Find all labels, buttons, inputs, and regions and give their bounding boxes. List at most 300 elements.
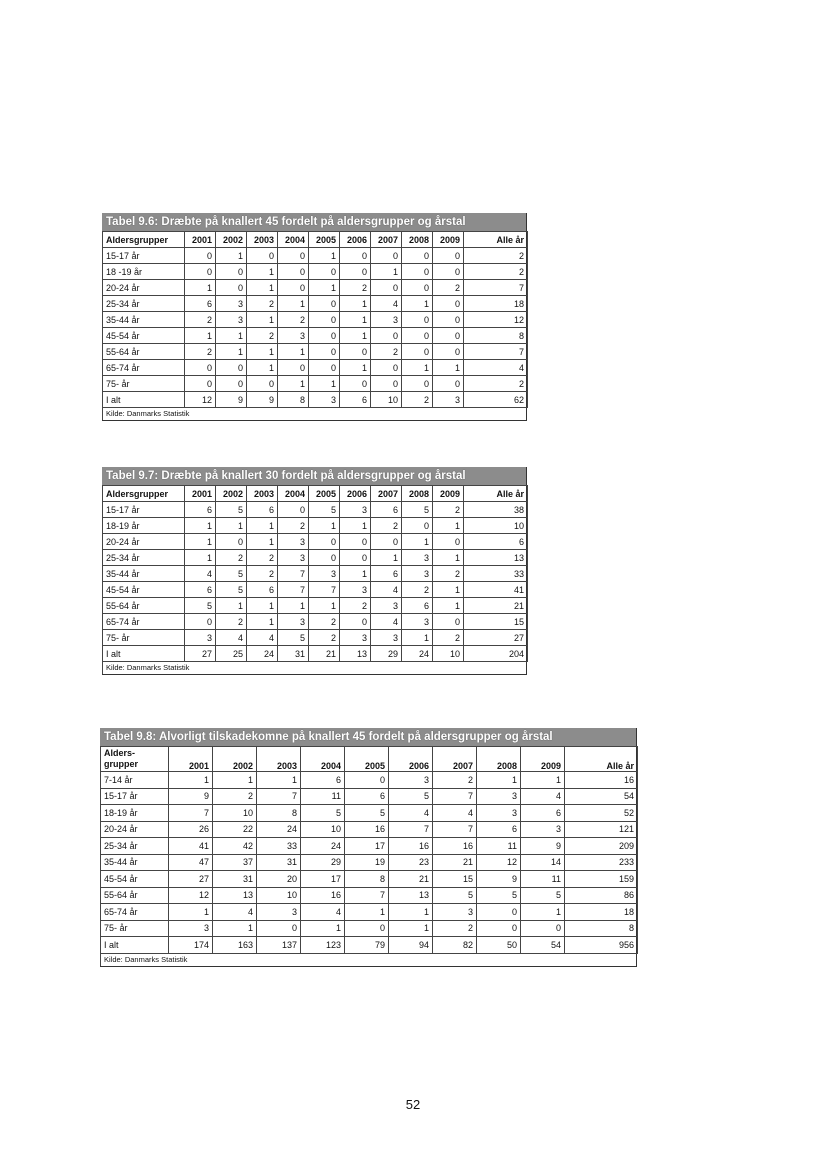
table-cell: 2 bbox=[371, 344, 402, 360]
table-cell: 3 bbox=[433, 904, 477, 921]
table-cell: 1 bbox=[247, 360, 278, 376]
row-label: 45-54 år bbox=[103, 328, 185, 344]
table-cell: 3 bbox=[477, 788, 521, 805]
table-cell: 1 bbox=[278, 598, 309, 614]
table-cell: 1 bbox=[309, 376, 340, 392]
table-cell: 7 bbox=[389, 821, 433, 838]
table-cell: 18 bbox=[464, 296, 528, 312]
table-cell: 8 bbox=[345, 871, 389, 888]
table-cell: 1 bbox=[345, 904, 389, 921]
table-cell: 121 bbox=[565, 821, 638, 838]
table-row bbox=[101, 937, 638, 954]
table-cell: 23 bbox=[389, 854, 433, 871]
table-cell: 5 bbox=[216, 566, 247, 582]
table-cell: 31 bbox=[213, 871, 257, 888]
table-source: Kilde: Danmarks Statistik bbox=[102, 408, 526, 420]
table-cell: 1 bbox=[340, 518, 371, 534]
table-cell: 16 bbox=[433, 838, 477, 855]
table-cell: 1 bbox=[402, 360, 433, 376]
table-cell: 1 bbox=[247, 280, 278, 296]
table-cell: 4 bbox=[213, 904, 257, 921]
table-cell: 2 bbox=[247, 328, 278, 344]
table-cell: 0 bbox=[402, 376, 433, 392]
table-cell: 13 bbox=[340, 646, 371, 662]
table-cell: 54 bbox=[565, 788, 638, 805]
row-label: I alt bbox=[103, 392, 185, 408]
table-cell: 1 bbox=[278, 344, 309, 360]
table-cell: 956 bbox=[565, 937, 638, 954]
table-cell: 0 bbox=[309, 296, 340, 312]
table-cell: 7 bbox=[169, 805, 213, 822]
column-header: 2009 bbox=[521, 747, 565, 772]
table-cell: 2 bbox=[309, 630, 340, 646]
table-cell: 9 bbox=[169, 788, 213, 805]
table-cell: 7 bbox=[345, 887, 389, 904]
table-row bbox=[103, 312, 528, 328]
table-row bbox=[103, 344, 528, 360]
column-header: 2006 bbox=[340, 486, 371, 502]
table-cell: 6 bbox=[521, 805, 565, 822]
row-label: 45-54 år bbox=[101, 871, 169, 888]
table-cell: 15 bbox=[433, 871, 477, 888]
table-row bbox=[103, 392, 528, 408]
table-cell: 33 bbox=[257, 838, 301, 855]
table-cell: 52 bbox=[565, 805, 638, 822]
table-cell: 2 bbox=[433, 280, 464, 296]
column-header: 2008 bbox=[477, 747, 521, 772]
table-cell: 3 bbox=[521, 821, 565, 838]
table-cell: 3 bbox=[371, 312, 402, 328]
row-label: I alt bbox=[103, 646, 185, 662]
table-cell: 3 bbox=[185, 630, 216, 646]
table-cell: 38 bbox=[464, 502, 528, 518]
table-cell: 1 bbox=[216, 518, 247, 534]
table-cell: 0 bbox=[309, 550, 340, 566]
table-cell: 0 bbox=[340, 344, 371, 360]
table-cell: 0 bbox=[216, 534, 247, 550]
table-cell: 1 bbox=[340, 312, 371, 328]
table-row bbox=[103, 598, 528, 614]
column-header: 2008 bbox=[402, 486, 433, 502]
table-cell: 1 bbox=[309, 598, 340, 614]
table-cell: 2 bbox=[371, 518, 402, 534]
table-cell: 29 bbox=[301, 854, 345, 871]
row-label: 55-64 år bbox=[101, 887, 169, 904]
table-cell: 0 bbox=[185, 376, 216, 392]
table-cell: 2 bbox=[402, 582, 433, 598]
table-cell: 6 bbox=[247, 502, 278, 518]
column-header: 2007 bbox=[433, 747, 477, 772]
column-header: 2006 bbox=[340, 232, 371, 248]
table-cell: 21 bbox=[309, 646, 340, 662]
table-cell: 21 bbox=[433, 854, 477, 871]
table-cell: 10 bbox=[213, 805, 257, 822]
table-cell: 1 bbox=[371, 264, 402, 280]
table-cell: 3 bbox=[340, 502, 371, 518]
table-cell: 42 bbox=[213, 838, 257, 855]
table-cell: 0 bbox=[340, 614, 371, 630]
table-9-7 bbox=[102, 467, 527, 675]
table-cell: 2 bbox=[278, 312, 309, 328]
table-cell: 0 bbox=[278, 280, 309, 296]
table-row bbox=[103, 518, 528, 534]
table-cell: 86 bbox=[565, 887, 638, 904]
table-cell: 2 bbox=[247, 296, 278, 312]
table-row bbox=[103, 280, 528, 296]
column-header: 2002 bbox=[213, 747, 257, 772]
table-cell: 5 bbox=[278, 630, 309, 646]
table-cell: 1 bbox=[257, 772, 301, 789]
table-row bbox=[103, 550, 528, 566]
row-label: 18-19 år bbox=[103, 518, 185, 534]
table-cell: 5 bbox=[433, 887, 477, 904]
table-cell: 3 bbox=[402, 614, 433, 630]
table-cell: 0 bbox=[247, 376, 278, 392]
table-cell: 1 bbox=[433, 550, 464, 566]
table-cell: 24 bbox=[247, 646, 278, 662]
table-cell: 1 bbox=[247, 614, 278, 630]
table-cell: 4 bbox=[389, 805, 433, 822]
table-cell: 7 bbox=[278, 566, 309, 582]
table-cell: 6 bbox=[301, 772, 345, 789]
table-cell: 6 bbox=[464, 534, 528, 550]
column-header: Alle år bbox=[464, 232, 528, 248]
table-cell: 0 bbox=[402, 328, 433, 344]
table-row bbox=[103, 296, 528, 312]
table-cell: 1 bbox=[521, 904, 565, 921]
table-cell: 1 bbox=[389, 920, 433, 937]
column-header-age-group: Aldersgrupper bbox=[103, 232, 185, 248]
table-cell: 3 bbox=[278, 550, 309, 566]
table-cell: 13 bbox=[213, 887, 257, 904]
table-cell: 82 bbox=[433, 937, 477, 954]
table-cell: 0 bbox=[371, 376, 402, 392]
table-cell: 0 bbox=[309, 344, 340, 360]
row-label: 35-44 år bbox=[101, 854, 169, 871]
table-cell: 8 bbox=[278, 392, 309, 408]
table-cell: 0 bbox=[402, 344, 433, 360]
table-cell: 16 bbox=[389, 838, 433, 855]
table-cell: 50 bbox=[477, 937, 521, 954]
table-cell: 7 bbox=[433, 821, 477, 838]
table-cell: 0 bbox=[433, 312, 464, 328]
table-cell: 3 bbox=[278, 614, 309, 630]
table-cell: 0 bbox=[433, 534, 464, 550]
table-cell: 2 bbox=[213, 788, 257, 805]
table-cell: 16 bbox=[301, 887, 345, 904]
table-cell: 2 bbox=[464, 248, 528, 264]
row-label: 75- år bbox=[101, 920, 169, 937]
row-label: 45-54 år bbox=[103, 582, 185, 598]
table-row bbox=[101, 887, 638, 904]
table-cell: 0 bbox=[477, 920, 521, 937]
table-source: Kilde: Danmarks Statistik bbox=[102, 662, 526, 674]
table-cell: 29 bbox=[371, 646, 402, 662]
table-source: Kilde: Danmarks Statistik bbox=[100, 954, 636, 966]
table-cell: 21 bbox=[464, 598, 528, 614]
table-cell: 0 bbox=[340, 248, 371, 264]
table-cell: 16 bbox=[345, 821, 389, 838]
table-row bbox=[101, 805, 638, 822]
table-cell: 11 bbox=[301, 788, 345, 805]
table-cell: 4 bbox=[247, 630, 278, 646]
table-cell: 0 bbox=[402, 312, 433, 328]
table-cell: 5 bbox=[521, 887, 565, 904]
table-cell: 0 bbox=[402, 280, 433, 296]
column-header: 2005 bbox=[309, 232, 340, 248]
data-table bbox=[102, 231, 528, 408]
table-row bbox=[103, 630, 528, 646]
row-label: 25-34 år bbox=[103, 296, 185, 312]
table-cell: 0 bbox=[340, 376, 371, 392]
table-cell: 17 bbox=[345, 838, 389, 855]
table-cell: 1 bbox=[340, 566, 371, 582]
table-cell: 1 bbox=[402, 534, 433, 550]
table-cell: 2 bbox=[278, 518, 309, 534]
column-header: 2009 bbox=[433, 486, 464, 502]
column-header: 2009 bbox=[433, 232, 464, 248]
table-cell: 1 bbox=[389, 904, 433, 921]
table-cell: 0 bbox=[433, 264, 464, 280]
table-cell: 3 bbox=[433, 392, 464, 408]
table-cell: 7 bbox=[464, 280, 528, 296]
table-cell: 159 bbox=[565, 871, 638, 888]
table-cell: 7 bbox=[464, 344, 528, 360]
table-cell: 0 bbox=[278, 248, 309, 264]
table-cell: 3 bbox=[278, 534, 309, 550]
column-header-age-group: Alders- grupper bbox=[101, 747, 169, 772]
table-cell: 1 bbox=[278, 376, 309, 392]
table-cell: 2 bbox=[340, 280, 371, 296]
table-cell: 3 bbox=[216, 296, 247, 312]
table-cell: 0 bbox=[433, 328, 464, 344]
row-label: 7-14 år bbox=[101, 772, 169, 789]
table-cell: 5 bbox=[402, 502, 433, 518]
table-cell: 0 bbox=[477, 904, 521, 921]
row-label: 25-34 år bbox=[103, 550, 185, 566]
table-cell: 3 bbox=[402, 566, 433, 582]
table-cell: 123 bbox=[301, 937, 345, 954]
table-cell: 2 bbox=[402, 392, 433, 408]
table-cell: 7 bbox=[309, 582, 340, 598]
column-header: 2004 bbox=[278, 232, 309, 248]
table-cell: 13 bbox=[464, 550, 528, 566]
table-cell: 5 bbox=[185, 598, 216, 614]
table-cell: 4 bbox=[301, 904, 345, 921]
table-cell: 24 bbox=[402, 646, 433, 662]
table-cell: 11 bbox=[477, 838, 521, 855]
table-cell: 0 bbox=[278, 360, 309, 376]
table-cell: 6 bbox=[402, 598, 433, 614]
table-title: Tabel 9.8: Alvorligt tilskadekomne på knallert 45 fordelt på aldersgrupper og årstal bbox=[100, 728, 636, 746]
table-cell: 2 bbox=[433, 630, 464, 646]
table-cell: 1 bbox=[169, 904, 213, 921]
table-cell: 12 bbox=[185, 392, 216, 408]
table-cell: 25 bbox=[216, 646, 247, 662]
table-row bbox=[103, 534, 528, 550]
column-header: 2005 bbox=[309, 486, 340, 502]
table-cell: 0 bbox=[185, 248, 216, 264]
table-cell: 0 bbox=[185, 360, 216, 376]
table-cell: 6 bbox=[340, 392, 371, 408]
table-cell: 0 bbox=[402, 248, 433, 264]
table-cell: 2 bbox=[247, 550, 278, 566]
table-cell: 4 bbox=[371, 582, 402, 598]
table-cell: 0 bbox=[216, 264, 247, 280]
table-cell: 4 bbox=[433, 805, 477, 822]
table-cell: 1 bbox=[371, 550, 402, 566]
table-cell: 9 bbox=[216, 392, 247, 408]
table-row bbox=[103, 582, 528, 598]
table-row bbox=[101, 772, 638, 789]
table-cell: 16 bbox=[565, 772, 638, 789]
table-cell: 10 bbox=[464, 518, 528, 534]
table-cell: 2 bbox=[464, 264, 528, 280]
row-label: 18 -19 år bbox=[103, 264, 185, 280]
table-title: Tabel 9.6: Dræbte på knallert 45 fordelt på aldersgrupper og årstal bbox=[102, 213, 526, 231]
row-label: 65-74 år bbox=[101, 904, 169, 921]
table-cell: 4 bbox=[464, 360, 528, 376]
table-cell: 31 bbox=[278, 646, 309, 662]
table-cell: 0 bbox=[371, 280, 402, 296]
table-cell: 1 bbox=[433, 518, 464, 534]
table-cell: 18 bbox=[565, 904, 638, 921]
column-header-age-group: Aldersgrupper bbox=[103, 486, 185, 502]
table-cell: 3 bbox=[340, 582, 371, 598]
table-cell: 233 bbox=[565, 854, 638, 871]
table-cell: 1 bbox=[477, 772, 521, 789]
table-cell: 1 bbox=[185, 280, 216, 296]
table-row bbox=[101, 854, 638, 871]
table-cell: 3 bbox=[169, 920, 213, 937]
table-row bbox=[101, 821, 638, 838]
table-cell: 1 bbox=[216, 328, 247, 344]
table-cell: 3 bbox=[389, 772, 433, 789]
table-cell: 0 bbox=[371, 248, 402, 264]
table-cell: 7 bbox=[433, 788, 477, 805]
table-cell: 1 bbox=[402, 296, 433, 312]
table-cell: 0 bbox=[278, 264, 309, 280]
table-cell: 11 bbox=[521, 871, 565, 888]
table-cell: 209 bbox=[565, 838, 638, 855]
table-cell: 6 bbox=[345, 788, 389, 805]
table-cell: 0 bbox=[309, 328, 340, 344]
row-label: 65-74 år bbox=[103, 614, 185, 630]
table-cell: 0 bbox=[185, 264, 216, 280]
table-cell: 8 bbox=[257, 805, 301, 822]
column-header: 2001 bbox=[185, 232, 216, 248]
table-cell: 0 bbox=[371, 534, 402, 550]
row-label: 15-17 år bbox=[103, 502, 185, 518]
table-row bbox=[103, 360, 528, 376]
table-cell: 0 bbox=[309, 312, 340, 328]
table-cell: 6 bbox=[185, 296, 216, 312]
table-cell: 79 bbox=[345, 937, 389, 954]
table-cell: 9 bbox=[521, 838, 565, 855]
table-cell: 8 bbox=[464, 328, 528, 344]
table-cell: 0 bbox=[216, 360, 247, 376]
table-row bbox=[103, 646, 528, 662]
table-cell: 3 bbox=[477, 805, 521, 822]
table-cell: 2 bbox=[340, 598, 371, 614]
table-cell: 94 bbox=[389, 937, 433, 954]
column-header: 2004 bbox=[301, 747, 345, 772]
column-header: 2005 bbox=[345, 747, 389, 772]
table-cell: 24 bbox=[257, 821, 301, 838]
table-cell: 1 bbox=[169, 772, 213, 789]
table-cell: 6 bbox=[371, 566, 402, 582]
table-cell: 2 bbox=[464, 376, 528, 392]
header-row bbox=[103, 232, 528, 248]
table-cell: 9 bbox=[247, 392, 278, 408]
table-cell: 0 bbox=[257, 920, 301, 937]
header-row bbox=[103, 486, 528, 502]
table-title: Tabel 9.7: Dræbte på knallert 30 fordelt på aldersgrupper og årstal bbox=[102, 467, 526, 485]
table-cell: 8 bbox=[565, 920, 638, 937]
table-cell: 5 bbox=[345, 805, 389, 822]
table-cell: 41 bbox=[464, 582, 528, 598]
table-cell: 6 bbox=[185, 582, 216, 598]
table-cell: 1 bbox=[433, 598, 464, 614]
table-cell: 4 bbox=[185, 566, 216, 582]
table-cell: 4 bbox=[371, 614, 402, 630]
table-cell: 3 bbox=[257, 904, 301, 921]
table-cell: 24 bbox=[301, 838, 345, 855]
table-cell: 0 bbox=[433, 614, 464, 630]
table-cell: 0 bbox=[402, 264, 433, 280]
row-label: 25-34 år bbox=[101, 838, 169, 855]
row-label: I alt bbox=[101, 937, 169, 954]
table-cell: 2 bbox=[216, 614, 247, 630]
table-cell: 2 bbox=[247, 566, 278, 582]
table-row bbox=[101, 920, 638, 937]
table-cell: 22 bbox=[213, 821, 257, 838]
table-cell: 9 bbox=[477, 871, 521, 888]
column-header: 2007 bbox=[371, 486, 402, 502]
column-header: 2003 bbox=[257, 747, 301, 772]
table-cell: 27 bbox=[169, 871, 213, 888]
table-cell: 15 bbox=[464, 614, 528, 630]
table-row bbox=[103, 328, 528, 344]
table-cell: 12 bbox=[464, 312, 528, 328]
table-cell: 12 bbox=[169, 887, 213, 904]
table-cell: 1 bbox=[247, 264, 278, 280]
column-header: 2008 bbox=[402, 232, 433, 248]
table-cell: 0 bbox=[433, 296, 464, 312]
table-cell: 0 bbox=[371, 360, 402, 376]
table-cell: 21 bbox=[389, 871, 433, 888]
table-cell: 4 bbox=[521, 788, 565, 805]
page-number: 52 bbox=[405, 1097, 421, 1112]
column-header: 2003 bbox=[247, 232, 278, 248]
table-cell: 1 bbox=[213, 920, 257, 937]
table-cell: 2 bbox=[433, 772, 477, 789]
table-cell: 19 bbox=[345, 854, 389, 871]
table-row bbox=[103, 376, 528, 392]
table-cell: 0 bbox=[309, 534, 340, 550]
table-cell: 1 bbox=[213, 772, 257, 789]
table-cell: 0 bbox=[371, 328, 402, 344]
table-cell: 26 bbox=[169, 821, 213, 838]
table-cell: 1 bbox=[433, 360, 464, 376]
table-row bbox=[101, 788, 638, 805]
table-cell: 3 bbox=[309, 392, 340, 408]
table-cell: 1 bbox=[247, 518, 278, 534]
table-cell: 1 bbox=[340, 360, 371, 376]
table-cell: 0 bbox=[340, 534, 371, 550]
table-cell: 1 bbox=[433, 582, 464, 598]
table-cell: 0 bbox=[185, 614, 216, 630]
